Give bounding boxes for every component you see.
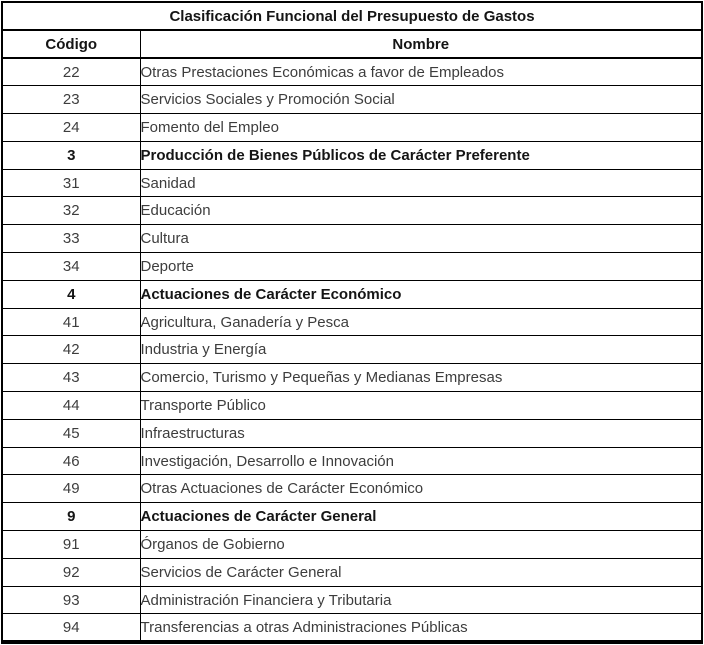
table-row	[2, 86, 702, 114]
code-cell: 44	[2, 392, 140, 420]
code-cell: 4	[2, 280, 140, 308]
name-cell: Otras Actuaciones de Carácter Económico	[140, 475, 702, 503]
name-cell: Servicios de Carácter General	[140, 558, 702, 586]
name-cell: Sanidad	[140, 169, 702, 197]
section-row	[2, 141, 702, 169]
name-cell: Transferencias a otras Administraciones Públicas	[140, 614, 702, 642]
name-cell: Investigación, Desarrollo e Innovación	[140, 447, 702, 475]
table-row	[2, 586, 702, 614]
name-cell: Infraestructuras	[140, 419, 702, 447]
table-row	[2, 558, 702, 586]
table-row	[2, 225, 702, 253]
code-cell: 91	[2, 531, 140, 559]
section-row	[2, 280, 702, 308]
code-cell: 24	[2, 114, 140, 142]
code-cell: 46	[2, 447, 140, 475]
name-cell: Otras Prestaciones Económicas a favor de Empleados	[140, 58, 702, 86]
section-row	[2, 503, 702, 531]
code-cell: 34	[2, 253, 140, 281]
table-row	[2, 336, 702, 364]
table-title: Clasificación Funcional del Presupuesto de Gastos	[2, 2, 702, 30]
table-body	[2, 58, 702, 642]
name-cell: Producción de Bienes Públicos de Carácter Preferente	[140, 141, 702, 169]
budget-classification-table	[1, 1, 703, 644]
code-cell: 31	[2, 169, 140, 197]
name-cell: Deporte	[140, 253, 702, 281]
name-cell: Agricultura, Ganadería y Pesca	[140, 308, 702, 336]
code-cell: 49	[2, 475, 140, 503]
table-row	[2, 531, 702, 559]
code-cell: 93	[2, 586, 140, 614]
name-cell: Servicios Sociales y Promoción Social	[140, 86, 702, 114]
code-cell: 22	[2, 58, 140, 86]
code-cell: 94	[2, 614, 140, 642]
column-header-nombre: Nombre	[140, 30, 702, 58]
table-row	[2, 475, 702, 503]
table-row	[2, 614, 702, 642]
name-cell: Fomento del Empleo	[140, 114, 702, 142]
name-cell: Cultura	[140, 225, 702, 253]
table-row	[2, 392, 702, 420]
table-row	[2, 253, 702, 281]
name-cell: Educación	[140, 197, 702, 225]
table-row	[2, 447, 702, 475]
table-row	[2, 419, 702, 447]
name-cell: Actuaciones de Carácter Económico	[140, 280, 702, 308]
code-cell: 42	[2, 336, 140, 364]
table-title-row	[2, 2, 702, 30]
table-row	[2, 197, 702, 225]
table-row	[2, 114, 702, 142]
code-cell: 43	[2, 364, 140, 392]
table-header-row	[2, 30, 702, 58]
name-cell: Actuaciones de Carácter General	[140, 503, 702, 531]
code-cell: 23	[2, 86, 140, 114]
code-cell: 33	[2, 225, 140, 253]
name-cell: Órganos de Gobierno	[140, 531, 702, 559]
code-cell: 9	[2, 503, 140, 531]
code-cell: 41	[2, 308, 140, 336]
name-cell: Transporte Público	[140, 392, 702, 420]
table-row	[2, 169, 702, 197]
column-header-codigo: Código	[2, 30, 140, 58]
table-row	[2, 58, 702, 86]
table-row	[2, 308, 702, 336]
name-cell: Industria y Energía	[140, 336, 702, 364]
code-cell: 92	[2, 558, 140, 586]
name-cell: Administración Financiera y Tributaria	[140, 586, 702, 614]
name-cell: Comercio, Turismo y Pequeñas y Medianas Empresas	[140, 364, 702, 392]
code-cell: 3	[2, 141, 140, 169]
code-cell: 45	[2, 419, 140, 447]
table-row	[2, 364, 702, 392]
code-cell: 32	[2, 197, 140, 225]
